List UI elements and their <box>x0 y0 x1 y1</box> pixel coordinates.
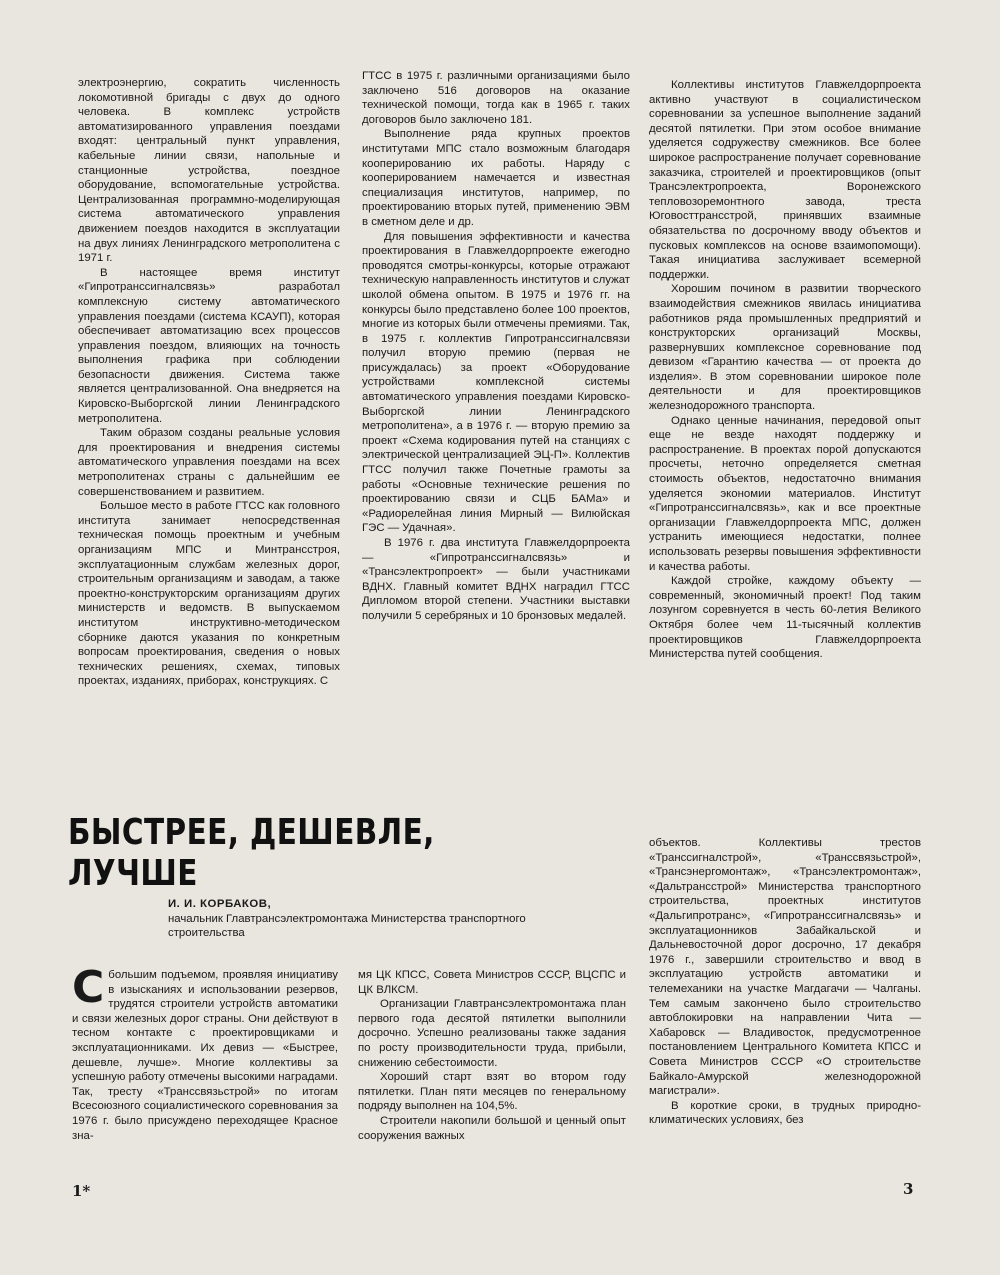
paragraph: электроэнергию, сократить численность локомотивной бригады с двух до одного человека. В комплекс устройств автоматизированного управления поездами входят: центральный пункт управления, кабельные линии связи, напольные и станционные устройства, поездное оборудование, вспомогательные устройства. Централизованная программно-моделирующая система автоматического управления движением поездов находится в эксплуатации на двух линиях Ленинградского метрополитена с 1971 г. <box>78 77 340 265</box>
paragraph: объектов. Коллективы трестов «Транссигналстрой», «Транссвязьстрой», «Трансэнергомонтаж», «Трансэлектромонтаж», «Дальтрансстрой» Министерства транспортного строительства, проектных институтов «Дальгипротранс», «Гипротранссигналсвязь» и эксплуатационников Забайкальской и Дальневосточной дорог досрочно, 17 декабря 1976 г., завершили строительство и ввод в эксплуатацию устройств автоматики и телемеханики на участке Магдагачи — Чалганы. Тем самым закончено было строительство автоблокировки на направлении Чита — Хабаровск — Владивосток, предусмотренное постановлением Центрального Комитета КПСС и Совета Министров СССР «О строительстве Байкало-Амурской железнодорожной магистрали». <box>649 837 921 1098</box>
top-column-1 <box>78 76 340 689</box>
author-title: начальник Главтрансэлектромонтажа Министерства транспортного строительства <box>168 912 526 940</box>
paragraph: В короткие сроки, в трудных природно-климатических условиях, без <box>649 1099 921 1127</box>
paragraph: Большое место в работе ГТСС как головного института занимает непосредственная техническая помощь проектным и учебным организациям МПС и Минтрансстроя, эксплуатационным службам железных дорог, строительным организациям и заводам, а также проектно-конструкторским организациям других министерств и ведомств. В выпускаемом институтом инструктивно-методическом сборнике даются указания по конкретным вопросам проектирования, сведения о новых технических решениях, схемах, типовых проектах, изданиях, приборах, конструкциях. С <box>78 500 340 688</box>
paragraph: Коллективы институтов Главжелдорпроекта активно участвуют в социалистическом соревновании за успешное выполнение заданий десятой пятилетки. При этом особое внимание уделяется содружеству смежников. Все более широкое распространение получает соревнование заказчика, строителей и проектировщиков (опыт Трансэлектропроекта, Воронежского тепловозоремонтного завода, треста Юговосттрансстрой, принявших взаимные обязательства по досрочному вводу объектов и пусковых комплексов на основе взаимопомощи). Такая инициатива заслуживает всемерной поддержки. <box>649 79 921 281</box>
paragraph: Для повышения эффективности и качества проектирования в Главжелдорпроекте ежегодно проводятся смотры-конкурсы, которые отражают техническую направленность институтов и служат школой обмена опытом. В 1975 и 1976 гг. на конкурсы было представлено более 100 проектов, многие из которых были отмечены премиями. Так, в 1975 г. коллектив Гипротранссигналсвязи получил вторую премию (первая не присуждалась) за проект «Оборудование устройствами комплексной системы автоматического управления поездами Кировско-Выборгской линии Ленинградского метрополитена», а в 1976 г. — вторую премию за проект «Схема кодирования путей на станциях с электрической централизацией ЭЦ-П». Коллектив ГТСС получил также Почетные грамоты за работы «Основные технические решения по проектированию связи и СЦБ БАМа» и «Радиорелейная линия Мирный — Вилюйская ГЭС — Удачная». <box>362 230 630 535</box>
paragraph: Хорошим почином в развитии творческого взаимодействия смежников явилась инициатива работников ряда промышленных предприятий и конструкторских организаций Москвы, развернувших комплексное соревнование под девизом «Гарантию качества — от проекта до изделия». В этом соревновании широкое поле деятельности и для проектировщиков железнодорожного транспорта. <box>649 283 921 413</box>
author-name: И. И. КОРБАКОВ, <box>168 898 272 910</box>
paragraph: Организации Главтрансэлектромонтажа план первого года десятой пятилетки выполнили досрочно. Успешно реализованы также задания по росту производительности труда, прибыли, снижению себестоимости. <box>358 998 626 1069</box>
top-column-3 <box>649 78 921 662</box>
page-number: 3 <box>903 1180 914 1198</box>
drop-cap: С <box>72 962 105 1013</box>
paragraph: мя ЦК КПСС, Совета Министров СССР, ВЦСПС и ЦК ВЛКСМ. <box>358 969 626 996</box>
article-headline: БЫСТРЕЕ, ДЕШЕВЛЕ, ЛУЧШЕ <box>68 812 435 894</box>
paragraph: В настоящее время институт «Гипротранссигналсвязь» разработал комплексную систему автоматического управления поездами (система КСАУП), которая обеспечивает автоматизацию всех процессов управления поездом, влияющих на точность выполнения графика при соблюдении безопасности движения. Система также является централизованной. Она внедряется на Кировско-Выборгской линии Ленинградского метрополитена. <box>78 266 340 425</box>
paragraph: Таким образом созданы реальные условия для проектирования и внедрения системы автоматического управления поездами на всех метрополитенах страны с дальнейшим ее совершенствованием и развитием. <box>78 427 340 498</box>
paragraph: Выполнение ряда крупных проектов институтами МПС стало возможным благодаря кооперированию их работы. Наряду с кооперированием намечается и известная специализация институтов, например, по проектированию вторых путей, применению ЭВМ в сметном деле и др. <box>362 128 630 228</box>
paragraph-text: большим подъемом, проявляя инициативу в изысканиях и использовании резервов, трудятся строители устройств автоматики и связи железных дорог страны. Они действуют в тесном контакте с проектировщиками и эксплуатационниками. Их девиз — «Быстрее, дешевле, лучше». Многие коллективы за успешную работу отмечены высокими наградами. Так, тресту «Транссвязьстрой» по итогам Всесоюзного социалистического соревнования за 1976 г. было присуждено переходящее Красное зна- <box>72 969 338 1142</box>
article-column-3 <box>649 836 921 1128</box>
paragraph: В 1976 г. два института Главжелдорпроекта — «Гипротранссигналсвязь» и «Трансэлектропроект» — были участниками ВДНХ. Главный комитет ВДНХ наградил ГТСС Дипломом второй степени. Участники выставки получили 5 серебряных и 10 бронзовых медалей. <box>362 537 630 622</box>
paragraph: Каждой стройке, каждому объекту — современный, экономичный проект! Под таким лозунгом соревнуется в честь 60-летия Великого Октября более чем 11-тысячный коллектив проектировщиков Главжелдорпроекта Министерства путей сообщения. <box>649 575 921 661</box>
paragraph: Хороший старт взят во втором году пятилетки. План пяти месяцев по генеральному подряду выполнен на 104,5%. <box>358 1071 626 1113</box>
paragraph <box>72 962 338 1143</box>
article-column-2 <box>358 968 626 1143</box>
top-column-2 <box>362 69 630 624</box>
article-column-1 <box>72 962 338 1143</box>
paragraph: ГТСС в 1975 г. различными организациями было заключено 516 договоров на оказание технической помощи, тогда как в 1965 г. таких договоров было заключено 181. <box>362 70 630 126</box>
author-block <box>168 897 588 941</box>
paragraph: Однако ценные начинания, передовой опыт еще не везде находят поддержку и распространение. В проектах порой допускаются просчеты, неточно определяется сметная стоимость объектов, недостаточно внимания уделяется экономии материалов. Институт «Гипротранссигналсвязь», как и все проектные организации Главжелдорпроекта МПС, должен устранить имеющиеся недостатки, полнее использовать резервы повышения эффективности и качества работы. <box>649 414 921 573</box>
signature-mark: 1* <box>72 1182 91 1200</box>
paragraph: Строители накопили большой и ценный опыт сооружения важных <box>358 1114 626 1142</box>
